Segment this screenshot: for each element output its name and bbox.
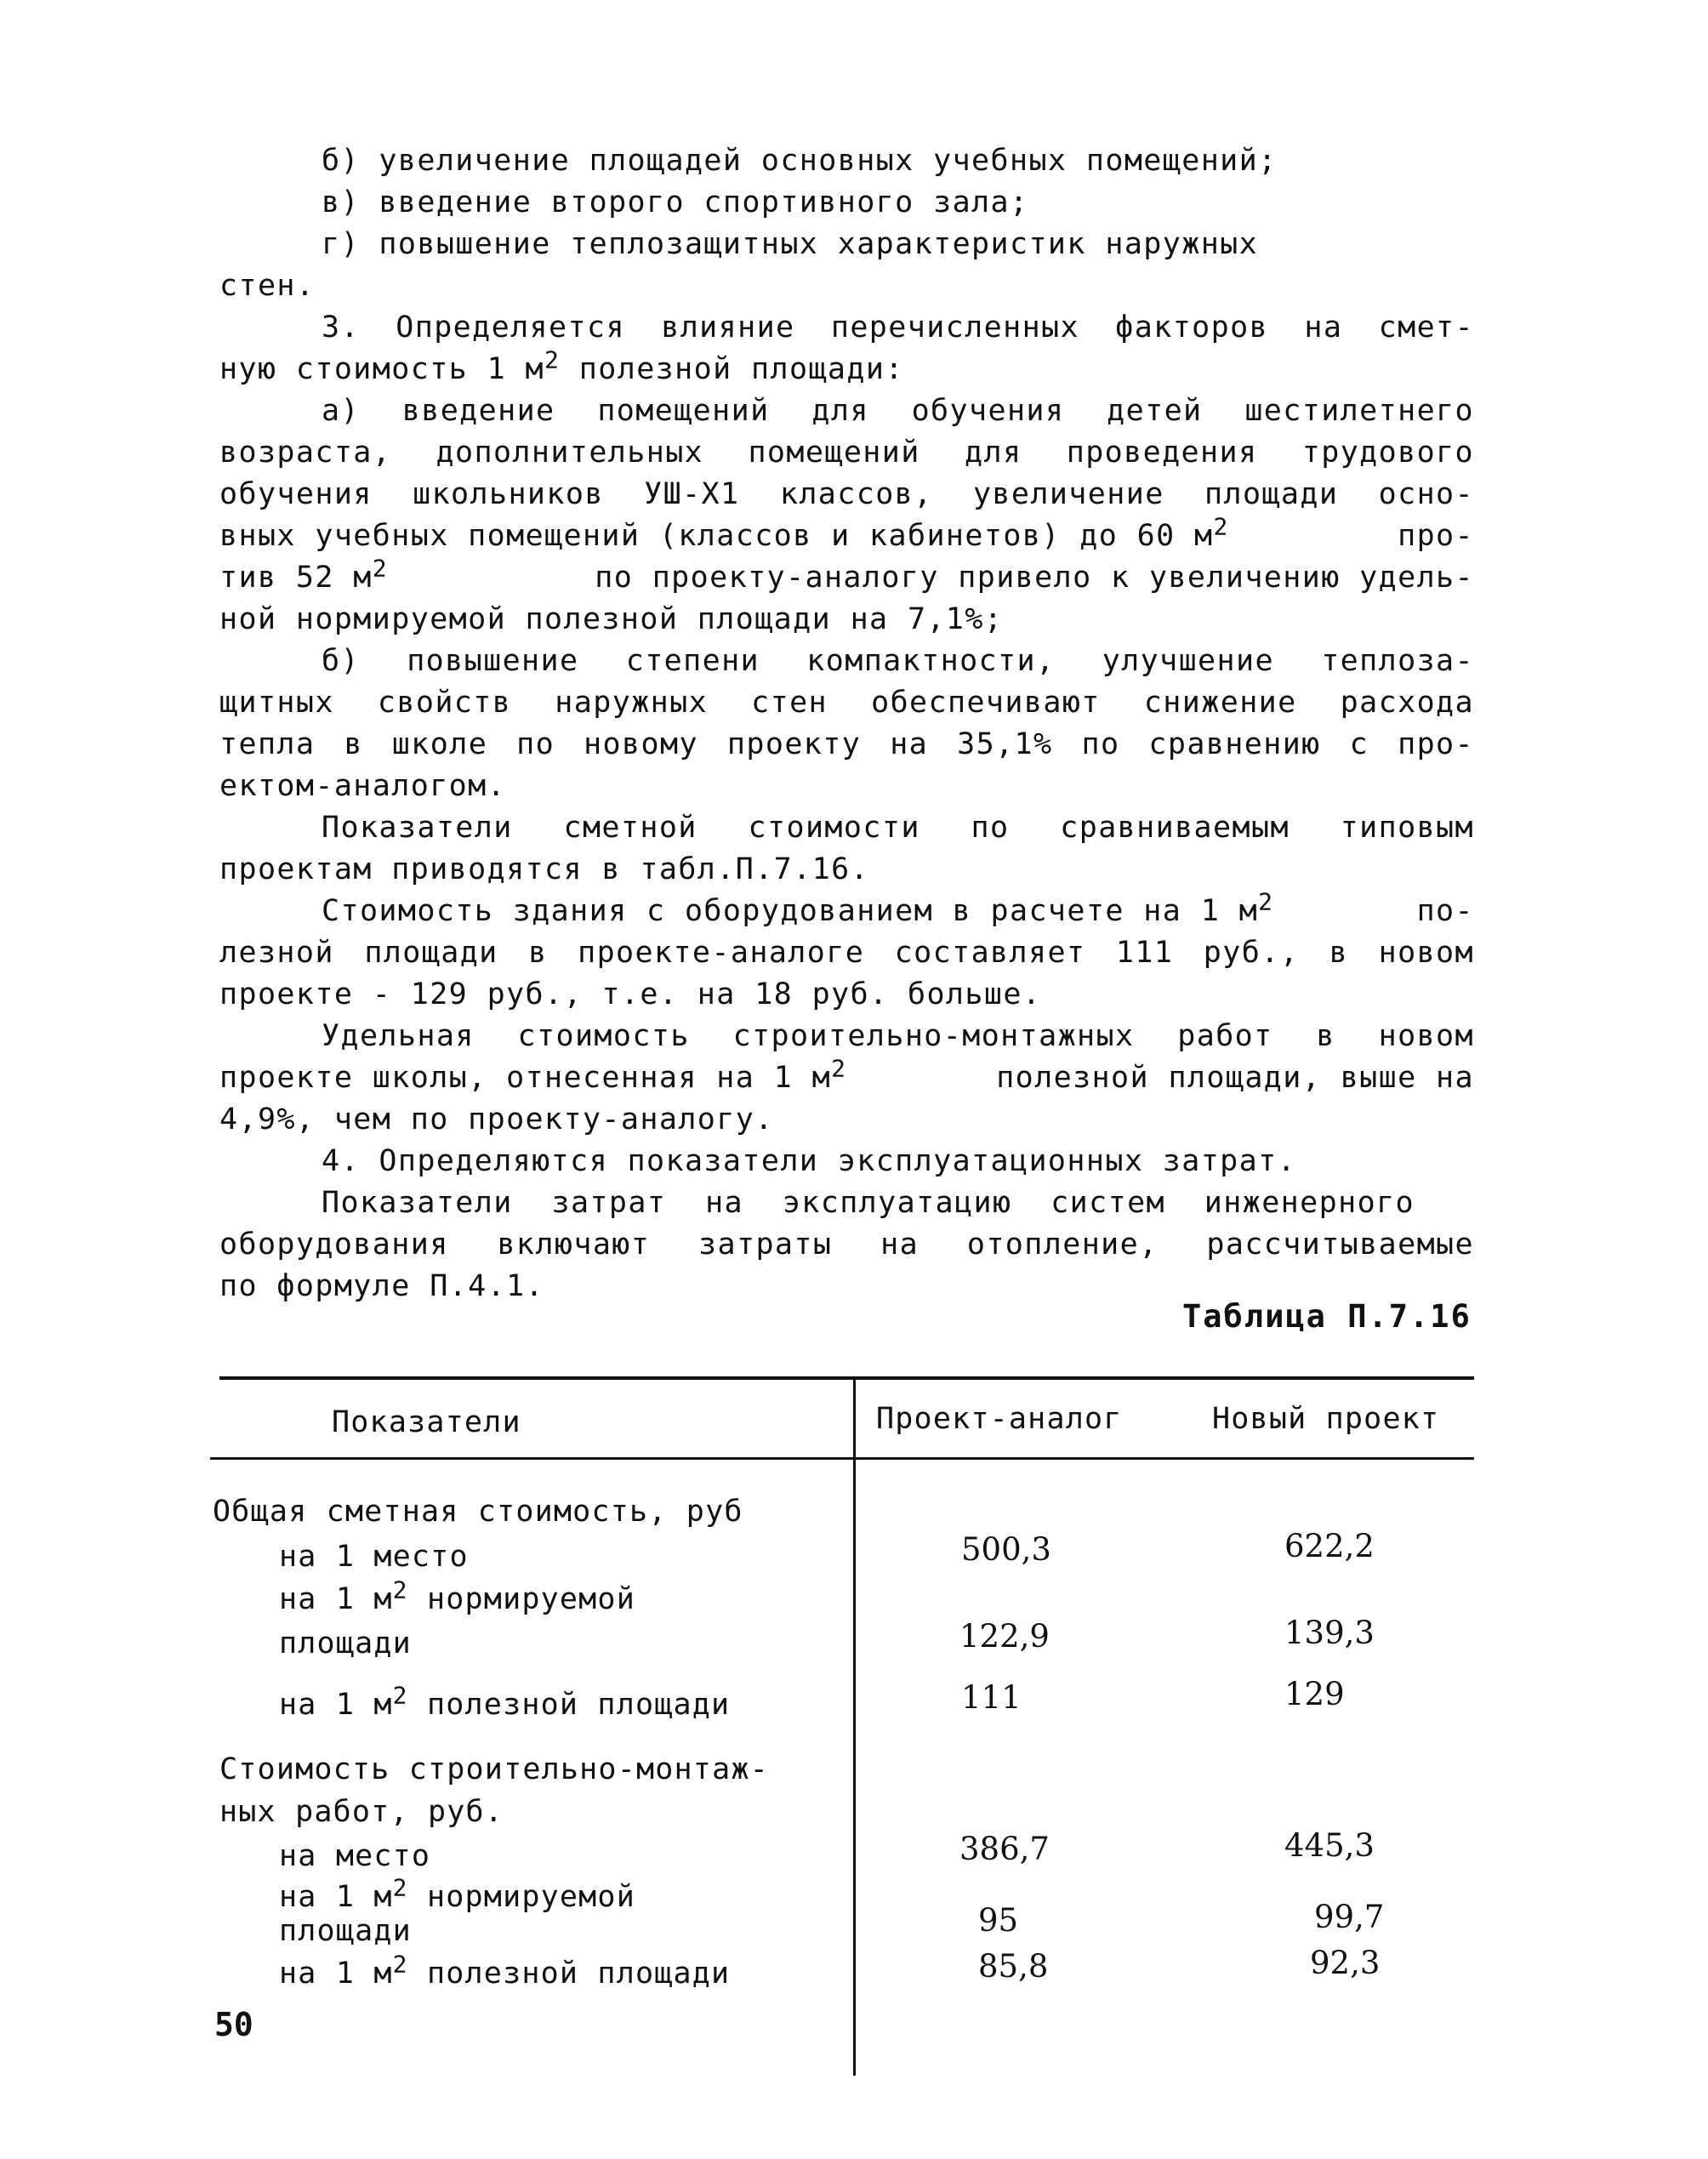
cell-new-value: 129 xyxy=(1284,1676,1345,1712)
cell-new-value: 139,3 xyxy=(1284,1615,1375,1651)
row-label: на место xyxy=(279,1839,431,1873)
text-line: проекте - 129 руб., т.е. на 18 руб. больше. xyxy=(219,977,1042,1011)
cell-new-value: 92,3 xyxy=(1310,1945,1381,1981)
row-label: на 1 $м^2$ нормируемой xyxy=(279,1575,635,1616)
row-label: на 1 место xyxy=(279,1540,469,1574)
list-item-g: г) повышение теплозащитных характеристик наружных xyxy=(322,227,1259,261)
superscript: 2 xyxy=(1258,887,1274,916)
cell-analog-value: 386,7 xyxy=(959,1831,1050,1867)
text-line: стен. xyxy=(219,269,316,303)
cell-new-value: 445,3 xyxy=(1284,1827,1375,1864)
text-line: ектом-аналогом. xyxy=(219,769,507,803)
text-line: проекте школы, отнесенная на 1 $м^2$ полезной площади, выше на xyxy=(219,1054,1474,1095)
row-label: на 1 $м^2$ полезной площади xyxy=(279,1950,731,1991)
superscript: 2 xyxy=(1213,512,1229,541)
text-line: ную стоимость 1 $м^2$ полезной площади: xyxy=(219,345,904,386)
superscript: 2 xyxy=(392,1950,408,1979)
list-item-b2: б) повышение степени компактности, улучшение теплоза- xyxy=(322,644,1474,678)
cell-new-value: 622,2 xyxy=(1284,1528,1375,1564)
row-label: площади xyxy=(279,1914,412,1948)
cell-analog-value: 500,3 xyxy=(961,1531,1051,1568)
cell-analog-value: 95 xyxy=(978,1902,1019,1939)
table-header-rule xyxy=(210,1457,1474,1460)
text-line: Показатели затрат на эксплуатацию систем инженерного xyxy=(322,1186,1415,1220)
header-indicators: Показатели xyxy=(332,1405,521,1439)
text-line: по формуле П.4.1. xyxy=(219,1269,545,1303)
row-group-label: Общая сметная стоимость, руб xyxy=(213,1495,743,1529)
cell-analog-value: 122,9 xyxy=(959,1618,1050,1655)
text-line: тепла в школе по новому проекту на 35,1% по сравнению с про- xyxy=(219,727,1474,761)
superscript: 2 xyxy=(392,1873,408,1902)
table-top-rule xyxy=(219,1376,1474,1380)
list-item-a: а) введение помещений для обучения детей шестилетнего xyxy=(322,394,1474,428)
text-line: Удельная стоимость строительно-монтажных работ в новом xyxy=(322,1019,1474,1053)
list-item-b: б) увеличение площадей основных учебных помещений; xyxy=(322,144,1278,178)
header-new-project: Новый проект xyxy=(1212,1402,1440,1436)
section-3-line: 3. Определяется влияние перечисленных факторов на смет- xyxy=(322,310,1474,345)
text-line: оборудования включают затраты на отопление, рассчитываемые xyxy=(219,1228,1474,1262)
superscript: 2 xyxy=(831,1054,847,1083)
row-label: площади xyxy=(279,1626,412,1661)
text-line: 4,9%, чем по проекту-аналогу. xyxy=(219,1102,774,1136)
header-analog-project: Проект-аналог xyxy=(876,1402,1123,1436)
text-line: лезной площади в проекте-аналоге составляет 111 руб., в новом xyxy=(219,936,1474,970)
table-caption: Таблица П.7.16 xyxy=(1182,1298,1472,1335)
cell-new-value: 99,7 xyxy=(1314,1899,1385,1935)
cell-analog-value: 85,8 xyxy=(978,1948,1049,1985)
table-column-divider xyxy=(853,1378,856,2076)
list-item-v: в) введение второго спортивного зала; xyxy=(322,185,1029,219)
page-number: 50 xyxy=(214,2006,253,2043)
text-line: Стоимость здания с оборудованием в расчете на 1 $м^2$ по- xyxy=(322,887,1474,928)
superscript: 2 xyxy=(392,1681,408,1710)
superscript: 2 xyxy=(372,554,389,583)
text-line: ной нормируемой полезной площади на 7,1%; xyxy=(219,602,1004,636)
text-line: вных учебных помещений (классов и кабинетов) до 60 $м^2$ про- xyxy=(219,512,1474,553)
cell-analog-value: 111 xyxy=(961,1679,1022,1716)
text-line: обучения школьников УШ-Х1 классов, увеличение площади осно- xyxy=(219,477,1474,511)
superscript: 2 xyxy=(392,1575,408,1604)
text-line: щитных свойств наружных стен обеспечивают снижение расхода xyxy=(219,686,1474,720)
section-4-line: 4. Определяются показатели эксплуатационных затрат. xyxy=(322,1144,1297,1178)
text-line: проектам приводятся в табл.П.7.16. xyxy=(219,852,870,886)
text-line: возраста, дополнительных помещений для проведения трудового xyxy=(219,436,1474,470)
row-group-label: Стоимость строительно-монтаж- xyxy=(219,1752,769,1786)
text-line: тив 52 $м^2$ по проекту-аналогу привело к увеличению удель- xyxy=(219,554,1474,595)
row-label: на 1 $м^2$ нормируемой xyxy=(279,1873,635,1914)
row-group-label: ных работ, руб. xyxy=(219,1795,504,1829)
superscript: 2 xyxy=(544,345,561,374)
row-label: на 1 $м^2$ полезной площади xyxy=(279,1681,731,1722)
text-line: Показатели сметной стоимости по сравниваемым типовым xyxy=(322,811,1474,845)
